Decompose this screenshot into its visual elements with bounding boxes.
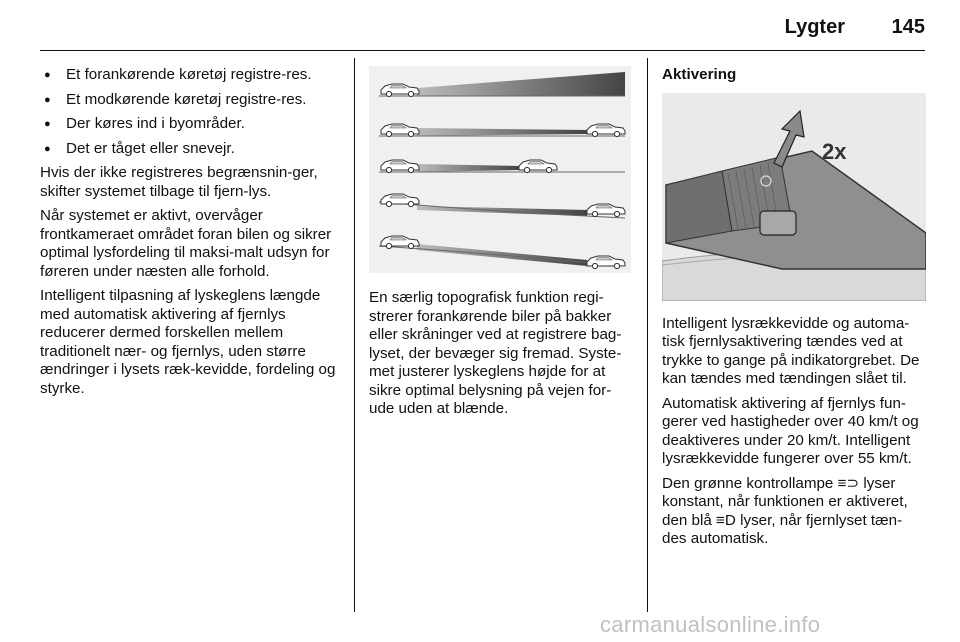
page-number: 145 [891, 16, 925, 38]
section-heading: Aktivering [662, 66, 737, 83]
paragraph: Når systemet er aktivt, overvåger frontkameraet området foran bilen og sikrer optimal lysfordeling til maksi-malt udsyn for føreren under næsten alle forhold. [40, 207, 332, 280]
paragraph: Hvis der ikke registreres begrænsnin-ger, skifter systemet tilbage til fjern-lys. [40, 164, 318, 200]
column-right [662, 66, 926, 555]
beam-scene-1 [379, 72, 625, 97]
lever-button [760, 211, 796, 235]
column-middle [369, 66, 631, 425]
page-header [40, 16, 925, 50]
beam-scene-3 [379, 160, 625, 173]
beam-scene-5 [379, 236, 625, 269]
list-item: ● Der køres ind i byområder. [40, 115, 340, 134]
beam-scene-4 [379, 194, 625, 218]
list-item: ● Et modkørende køretøj registre-res. [40, 91, 340, 110]
paragraph: Den grønne kontrollampe ≡⊃ lyser konstant, når funktionen er aktiveret, den blå ≡D lyser, når fjernlyset tæn-des automatisk. [662, 474, 908, 547]
list-item: ● Et forankørende køretøj registre-res. [40, 66, 340, 85]
beam-illustration [369, 66, 631, 273]
watermark: carmanualsonline.info [600, 612, 821, 637]
section-title: Lygter [784, 16, 845, 38]
column-divider-1 [354, 58, 355, 612]
press-count-label: 2x [822, 138, 847, 164]
bullet-list [40, 66, 340, 158]
beam-scene-2 [379, 124, 625, 137]
paragraph: Intelligent lysrækkevidde og automa-tisk fjernlysaktivering tændes ved at trykke to gange på indikatorgrebet. De kan tændes med tændingen slået til. [662, 314, 920, 387]
header-rule [40, 50, 925, 51]
indicator-lever-illustration [662, 93, 926, 301]
paragraph: Intelligent tilpasning af lyskeglens længde med automatisk aktivering af fjernlys reducerer dermed forskellen mellem traditionelt nær- og fjernlys, uden større ændringer i lysets ræk-kevidde, fordeling og styrke. [40, 287, 336, 397]
paragraph: Automatisk aktivering af fjernlys fun-gerer ved hastigheder over 40 km/t og deaktiveres under 20 km/t. Intelligent lysrækkevidde fungerer over 55 km/t. [662, 394, 919, 467]
column-divider-2 [647, 58, 648, 612]
list-item: ● Det er tåget eller snevejr. [40, 140, 340, 159]
column-left [40, 66, 340, 404]
figure-caption: En særlig topografisk funktion regi-strerer forankørende biler på bakker eller skråninger ved at registrere bag-lyset, der bevæger sig fremad. Syste-met justerer lyskeglens højde for at sikre optimal belysning på vejen for-ude uden at blænde. [369, 289, 622, 417]
